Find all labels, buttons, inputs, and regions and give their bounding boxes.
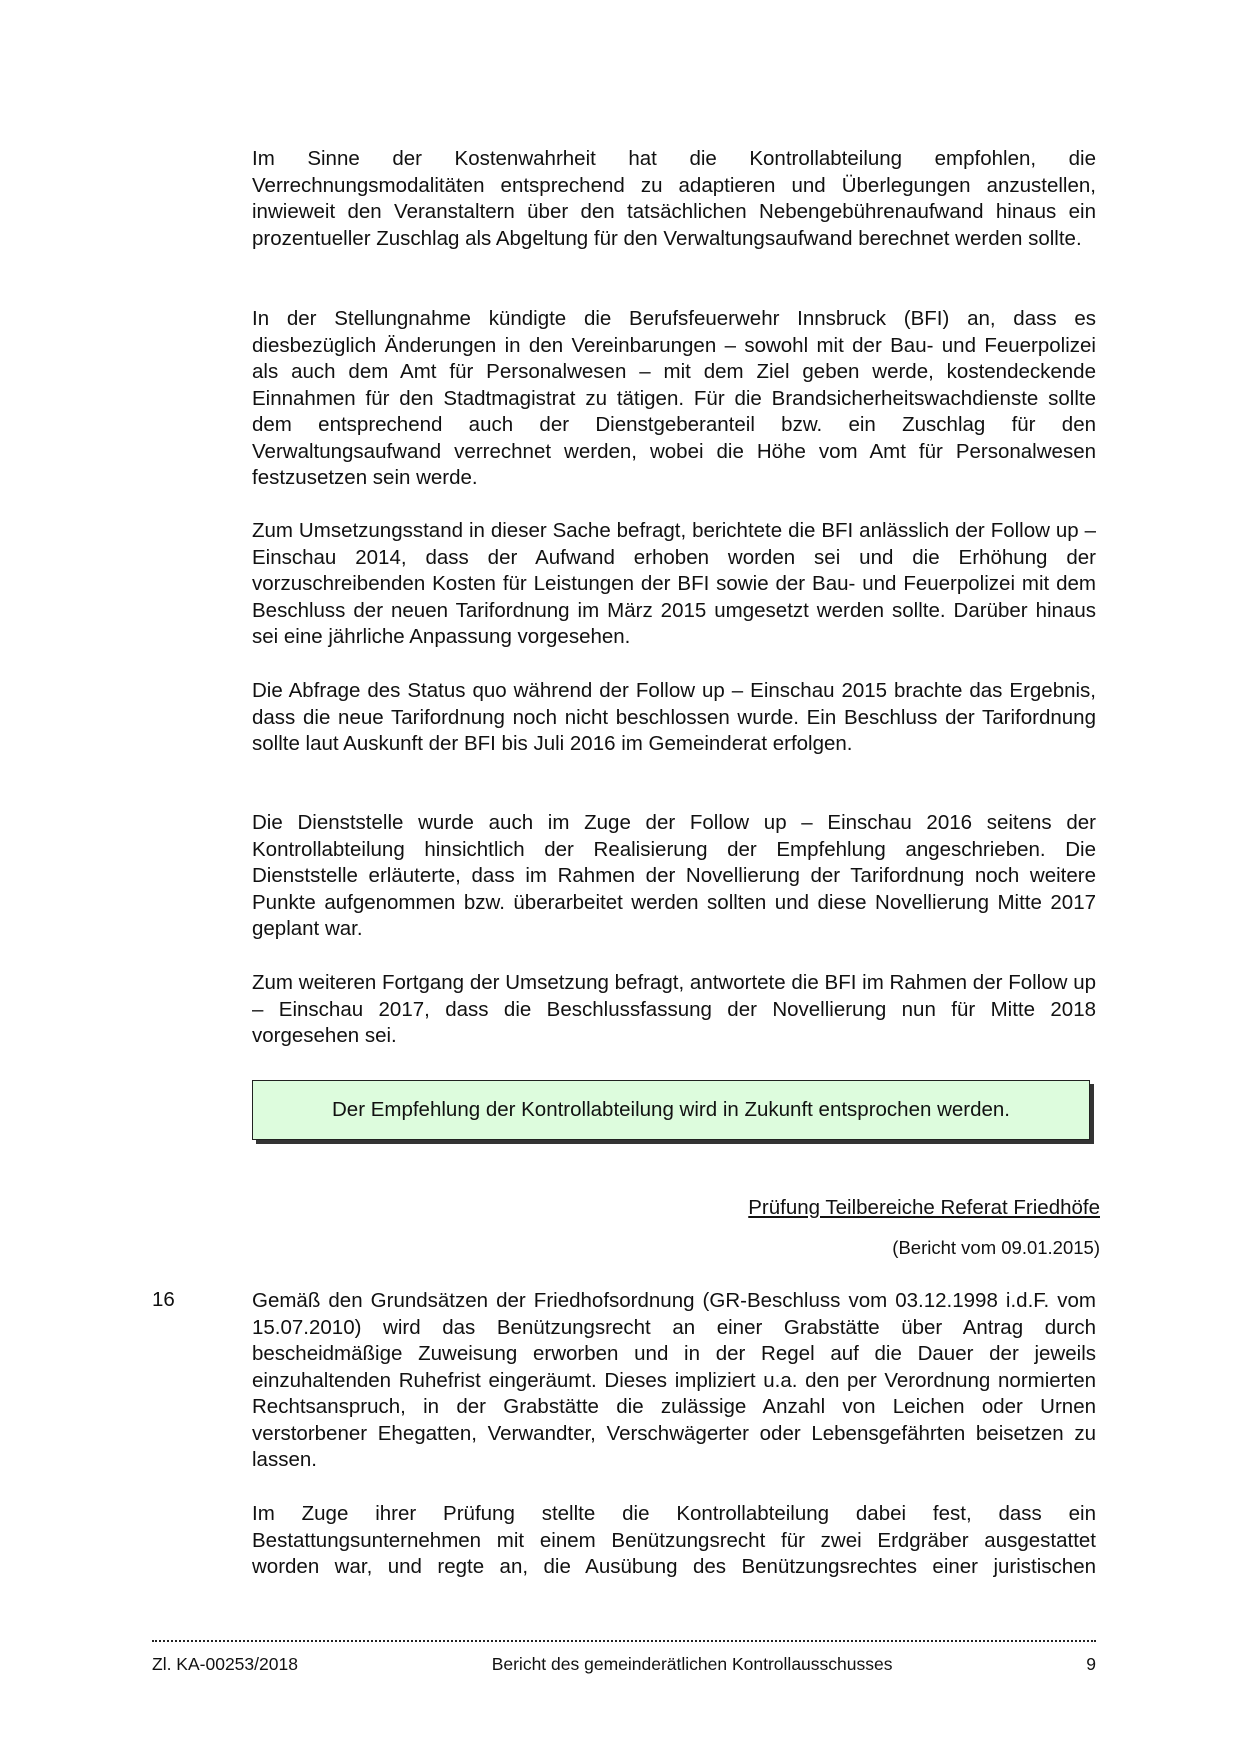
paragraph-audit-finding: Im Zuge ihrer Prüfung stellte die Kontrollabteilung dabei fest, dass ein Bestattungsunternehmen mit einem Benützungsrecht für zwei Erdgräber ausgestattet worden war, und regte an, die Ausübung des Benützungsrechtes einer juristischen bbox=[252, 1502, 1096, 1578]
recommendation-callout bbox=[252, 1080, 1090, 1140]
section-heading: Prüfung Teilbereiche Referat Friedhöfe bbox=[748, 1196, 1100, 1219]
callout-text: Der Empfehlung der Kontrollabteilung wird in Zukunft entsprochen werden. bbox=[331, 1098, 1011, 1121]
report-date: (Bericht vom 09.01.2015) bbox=[892, 1237, 1100, 1258]
paragraph-cost-truth: Im Sinne der Kostenwahrheit hat die Kontrollabteilung empfohlen, die Verrechnungsmodalitäten entsprechend zu adaptieren und Überlegungen anzustellen, inwieweit den Veranstaltern über den tatsächlichen Nebengebührenaufwand hinaus ein prozentueller Zuschlag als Abgeltung für den Verwaltungsaufwand berechnet werden sollte. bbox=[252, 147, 1096, 250]
paragraph-statement-bfi: In der Stellungnahme kündigte die Berufsfeuerwehr Innsbruck (BFI) an, dass es diesbezüglich Änderungen in den Vereinbarungen – sowohl mit der Bau- und Feuerpolizei als auch dem Amt für Personalwesen – mit dem Ziel geben werde, kostendeckende Einnahmen für den Stadtmagistrat zu tätigen. Für die Brandsicherheitswachdienste sollte dem entsprechend auch der Dienstgeberanteil bzw. ein Zuschlag für den Verwaltungsaufwand verrechnet werden, wobei die Höhe vom Amt für Personalwesen festzusetzen sein werde. bbox=[252, 307, 1096, 489]
paragraph-status-2015: Die Abfrage des Status quo während der Follow up – Einschau 2015 brachte das Ergebnis, dass die neue Tarifordnung noch nicht beschlossen wurde. Ein Beschluss der Tarifordnung sollte laut Auskunft der BFI bis Juli 2016 im Gemeinderat erfolgen. bbox=[252, 679, 1096, 755]
paragraph-cemetery-rules: Gemäß den Grundsätzen der Friedhofsordnung (GR-Beschluss vom 03.12.1998 i.d.F. vom 15.07.2010) wird das Benützungsrecht an einer Grabstätte über Antrag durch bescheidmäßige Zuweisung erworben und in der Regel auf die Dauer der jeweils einzuhaltenden Ruhefrist eingeräumt. Dieses impliziert u.a. den per Verordnung normierten Rechtsanspruch, in der Grabstätte die zulässige Anzahl von Leichen oder Urnen verstorbener Ehegatten, Verwandter, Verschwägerter oder Lebensgefährten beisetzen zu lassen. bbox=[252, 1289, 1096, 1471]
item-number: 16 bbox=[152, 1288, 175, 1311]
footer-divider bbox=[152, 1640, 1096, 1642]
page-footer bbox=[152, 1654, 1096, 1675]
footer-title: Bericht des gemeinderätlichen Kontrollausschusses bbox=[491, 1654, 893, 1674]
paragraph-status-2016: Die Dienststelle wurde auch im Zuge der Follow up – Einschau 2016 seitens der Kontrollabteilung hinsichtlich der Realisierung der Empfehlung angeschrieben. Die Dienststelle erläuterte, dass im Rahmen der Novellierung der Tarifordnung noch weitere Punkte aufgenommen bzw. überarbeitet werden sollten und diese Novellierung Mitte 2017 geplant war. bbox=[252, 811, 1096, 940]
paragraph-status-2017: Zum weiteren Fortgang der Umsetzung befragt, antwortete die BFI im Rahmen der Follow up – Einschau 2017, dass die Beschlussfassung der Novellierung nun für Mitte 2018 vorgesehen sei. bbox=[252, 971, 1096, 1047]
paragraph-status-2014: Zum Umsetzungsstand in dieser Sache befragt, berichtete die BFI anlässlich der Follow up – Einschau 2014, dass der Aufwand erhoben worden sei und die Erhöhung der vorzuschreibenden Kosten für Leistungen der BFI sowie der Bau- und Feuerpolizei mit dem Beschluss der neuen Tarifordnung im März 2015 umgesetzt werden sollte. Darüber hinaus sei eine jährliche Anpassung vorgesehen. bbox=[252, 519, 1096, 648]
page-number: 9 bbox=[1086, 1654, 1096, 1674]
footer-reference: Zl. KA-00253/2018 bbox=[152, 1654, 298, 1674]
